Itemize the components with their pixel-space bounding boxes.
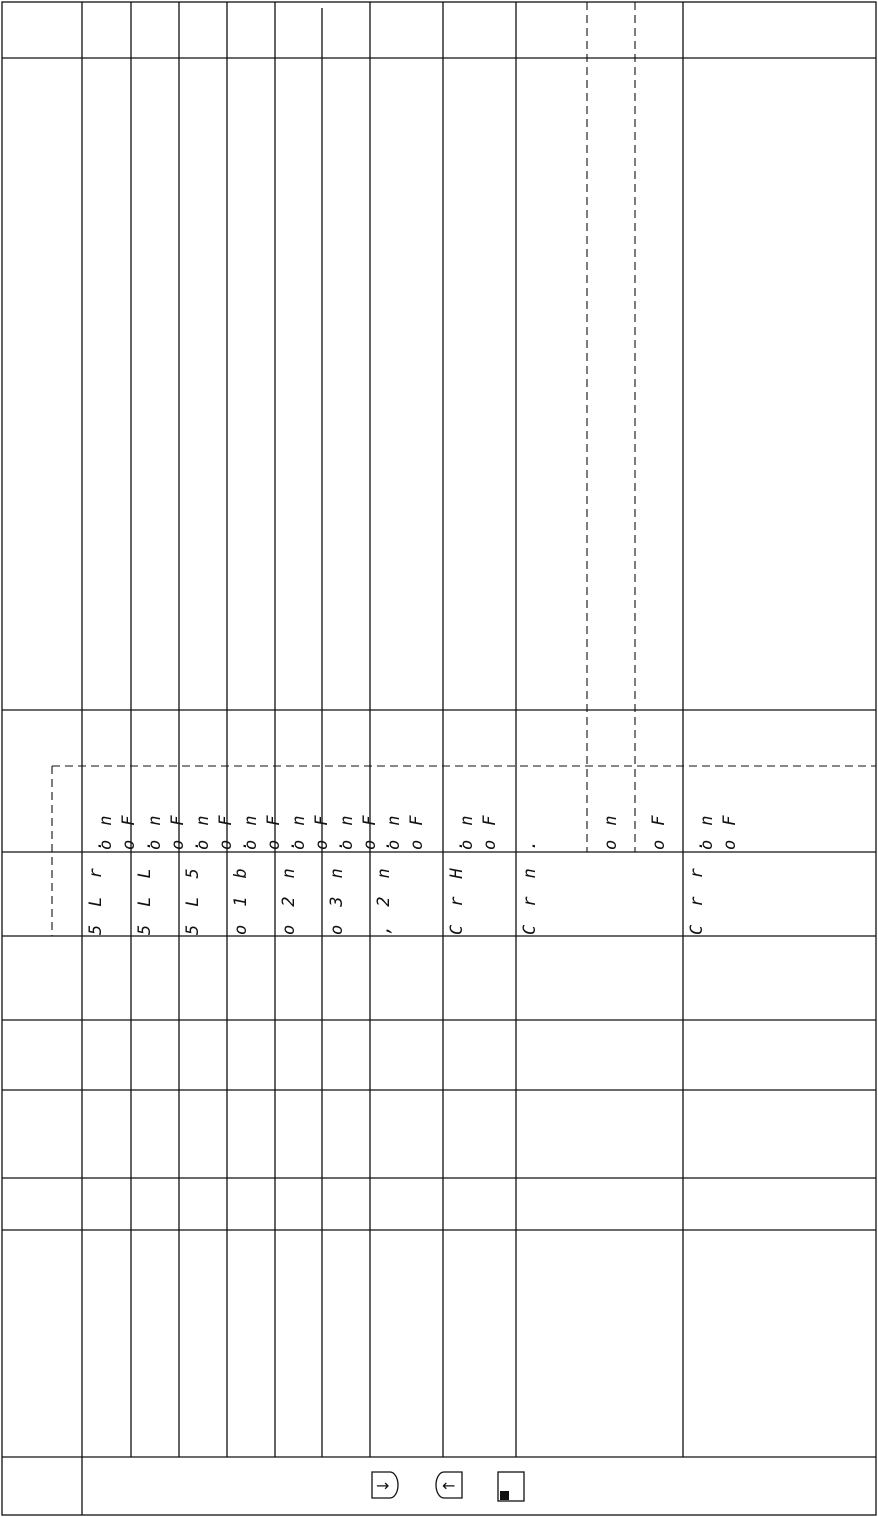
onoff-line: oF (264, 801, 284, 850)
code-label-c12: Crr. (687, 822, 707, 935)
onoff-label-c11 (651, 802, 668, 850)
code-label-c2: 5LL. (135, 822, 155, 935)
arrow-right-glyph: → (376, 1476, 390, 1495)
code-label-c8: CrH. (447, 822, 467, 935)
onoff-line: oF (720, 801, 740, 850)
arrow-right-key-icon (370, 1470, 400, 1500)
onoff-line: oF (216, 801, 236, 850)
onoff-line: on (457, 801, 477, 850)
memory-key-icon (496, 1470, 526, 1503)
code-label-c6: o3n. (327, 822, 347, 935)
arrow-left-key-icon (434, 1470, 464, 1500)
onoff-line: on (241, 801, 261, 850)
onoff-line: on (96, 801, 116, 850)
code-label-c3: 5L5. (183, 822, 203, 935)
onoff-line: on (337, 801, 357, 850)
onoff-line: on (145, 801, 165, 850)
onoff-label-c10 (603, 802, 620, 850)
code-label-c7: ,2n. (374, 822, 394, 935)
onoff-line: on (697, 801, 717, 850)
onoff-line: on (384, 801, 404, 850)
onoff-line: oF (168, 801, 188, 850)
onoff-line: oF (480, 801, 500, 850)
code-label-c4: o1b. (231, 822, 251, 935)
onoff-line: oF (312, 801, 332, 850)
onoff-line: on (601, 801, 621, 850)
onoff-line: on (193, 801, 213, 850)
arrow-left-glyph: ← (442, 1476, 456, 1495)
onoff-line: on (289, 801, 309, 850)
code-label-c9: Crn. (520, 822, 540, 935)
code-label-c5: o2n. (279, 822, 299, 935)
onoff-line: oF (119, 801, 139, 850)
onoff-line: oF (407, 801, 427, 850)
onoff-line: oF (649, 801, 669, 850)
onoff-line: oF (360, 801, 380, 850)
code-label-c1: 5Lr. (86, 822, 106, 935)
